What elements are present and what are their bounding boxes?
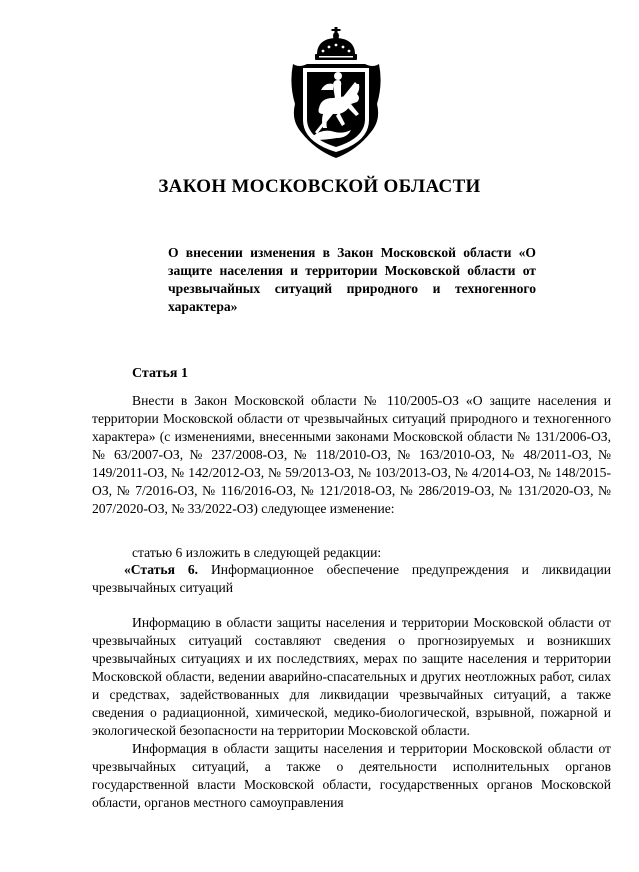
paragraph-information-activities: Информация в области защиты населения и территории Московской области от чрезвычайных ситуаций, а также о деятельности исполнительных органов государственной власти Московской области, государственных органов Московской области, органов местного самоуправления <box>92 741 611 810</box>
paragraph-instruction: статью 6 изложить в следующей редакции: <box>132 545 382 560</box>
article-6-label: «Статья 6. <box>124 562 199 577</box>
paragraph-information-definition: Информацию в области защиты населения и территории Московской области от чрезвычайных ситуаций составляют сведения о прогнозируемых и возникших чрезвычайных ситуациях и их последствиях, мерах по защите населения и территории Московской области, ведении аварийно-спасательных и других неотложных работ, силах и средствах, задействованных для ликвидации чрезвычайных ситуаций, а также сведения о радиационной, химической, медико-биологической, взрывной, пожарной и экологической безопасности на территории Московской области. <box>92 615 611 738</box>
law-subject: О внесении изменения в Закон Московской области «О защите населения и территории Московской области от чрезвычайных ситуаций природного и техногенного характера» <box>168 245 536 314</box>
coat-of-arms-emblem <box>281 24 391 164</box>
paragraph-amendment: Внести в Закон Московской области № 110/2005-ОЗ «О защите населения и территории Московской области от чрезвычайных ситуаций природного и техногенного характера» (с изменениями, внесенными законами Московской области № 131/2006-ОЗ, № 63/2007-ОЗ, № 237/2008-ОЗ, № 118/2010-ОЗ, № 163/2010-ОЗ, № 48/2011-ОЗ, № 149/2011-ОЗ, № 142/2012-ОЗ, № 59/2013-ОЗ, № 103/2013-ОЗ, № 4/2014-ОЗ, № 148/2015-ОЗ, № 7/2016-ОЗ, № 116/2016-ОЗ, № 121/2018-ОЗ, № 286/2019-ОЗ, № 131/2020-ОЗ, № 207/2020-ОЗ, № 33/2022-ОЗ) следующее изменение: <box>92 393 611 516</box>
article-heading: Статья 1 <box>132 366 188 381</box>
law-title: ЗАКОН МОСКОВСКОЙ ОБЛАСТИ <box>158 176 481 197</box>
paragraph-article-6-heading <box>92 561 611 597</box>
article-6-title: Информационное обеспечение предупреждения и ликвидации чрезвычайных ситуаций <box>92 562 611 595</box>
